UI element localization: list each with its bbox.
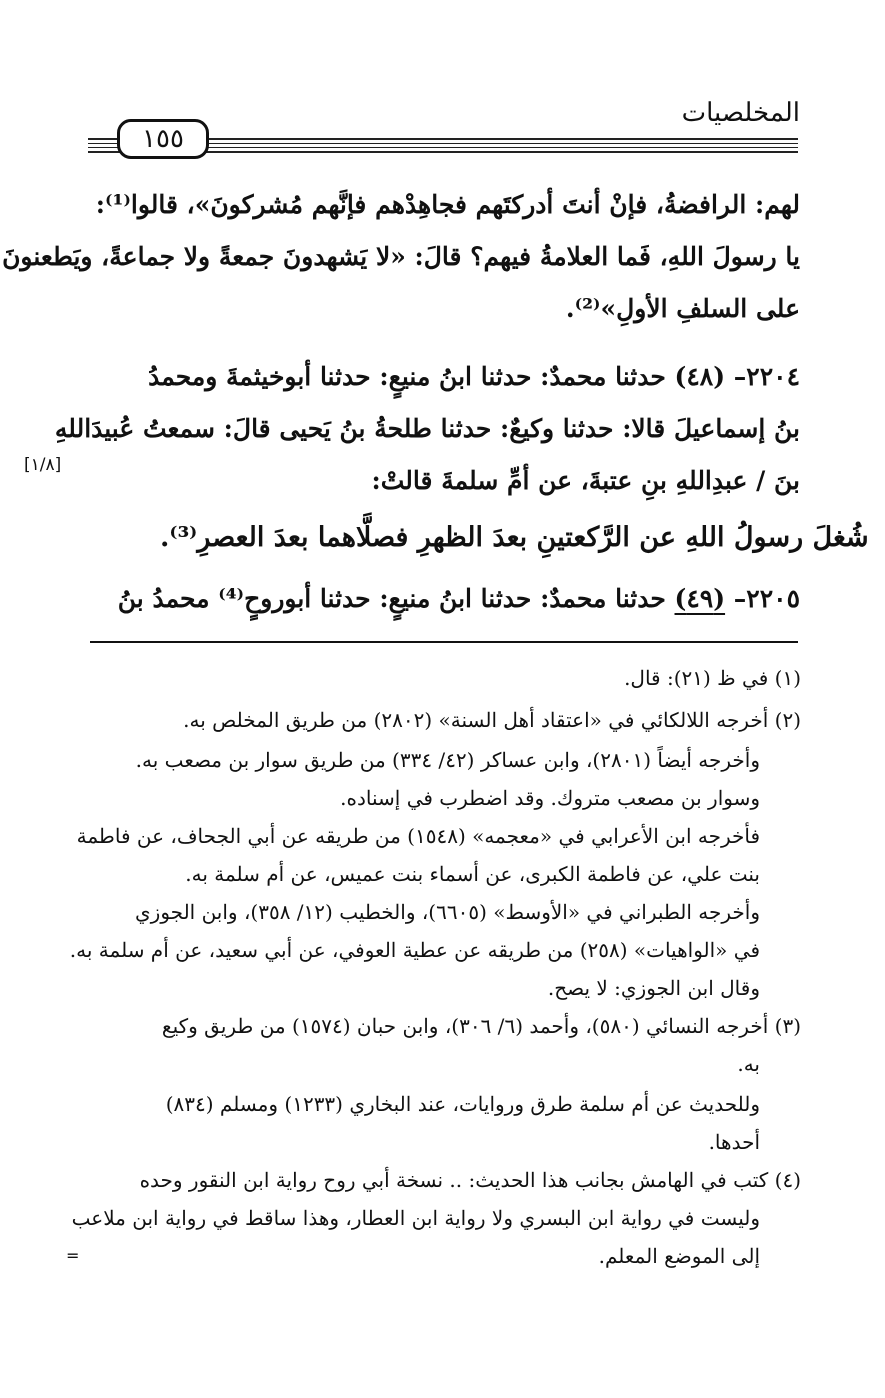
footnote-number: (٣)	[774, 1014, 801, 1038]
body-line-2: يا رسولَ اللهِ، فَما العلامةُ فيهم؟ قالَ: «لا يَشهدونَ جمعةً ولا جماعةً، ويَطعنونَ	[2, 242, 800, 271]
footnote-2-line-8: وقال ابن الجوزي: لا يصح.	[547, 976, 760, 1000]
body-line-3: على السلفِ الأولِ»⁽²⁾.	[565, 294, 800, 323]
footnote-2-line-5: بنت علي، عن فاطمة الكبرى، عن أسماء بنت عميس، عن أم سلمة به.	[185, 862, 760, 886]
margin-mark: =	[66, 1246, 80, 1265]
hadith-2205-rest: حدثنا محمدٌ: حدثنا ابنُ منيعٍ: حدثنا أبوروحٍ⁽⁴⁾ محمدُ بنُ	[117, 584, 675, 613]
footnote-2-line-2: وأخرجه أيضاً (٢٨٠١)، وابن عساكر (٤٢/ ٣٣٤) من طريق سوار بن مصعب به.	[135, 748, 760, 772]
hadith-2205-line-1	[118, 584, 800, 614]
footnote-number: (٤)	[774, 1168, 801, 1192]
footnote-3	[162, 1014, 801, 1038]
footnote-text: أخرجه النسائي (٥٨٠)، وأحمد (٦/ ٣٠٦)، وابن حبان (١٥٧٤) من طريق وكيع	[161, 1014, 769, 1038]
hadith-2204-matn: شُغلَ رسولُ اللهِ عن الرَّكعتينِ بعدَ الظهرِ فصلَّاهما بعدَ العصرِ⁽³⁾.	[160, 522, 869, 553]
footnote-2-line-4: فأخرجه ابن الأعرابي في «معجمه» (١٥٤٨) من طريقه عن أبي الجحاف، عن فاطمة	[76, 824, 760, 848]
footnote-separator	[90, 641, 798, 643]
footnote-4	[140, 1168, 801, 1192]
page-number: ١٥٥	[142, 124, 184, 154]
footnote-2-line-6: وأخرجه الطبراني في «الأوسط» (٦٦٠٥)، والخطيب (١٢/ ٣٥٨)، وابن الجوزي	[135, 900, 760, 924]
body-line-1: لهم: الرافضةُ، فإنْ أنتَ أدركتَهم فجاهِدْهم فإنَّهم مُشركونَ»، قالوا⁽¹⁾:	[95, 190, 800, 219]
footnote-2-line-3: وسوار بن مصعب متروك. وقد اضطرب في إسناده.	[340, 786, 760, 810]
footnote-3-line-2: به.	[737, 1052, 760, 1076]
footnote-4-line-3: إلى الموضع المعلم.	[598, 1244, 760, 1268]
footnote-number: (١)	[774, 666, 801, 690]
manuscript-folio-ref: [١/٨]	[24, 455, 62, 475]
footnote-3-line-3: وللحديث عن أم سلمة طرق وروايات، عند البخاري (١٢٣٣) ومسلم (٨٣٤)	[165, 1092, 760, 1116]
page-number-box	[117, 119, 209, 159]
footnote-2-line-7: في «الواهيات» (٢٥٨) من طريقه عن عطية العوفي، عن أبي سعيد، عن أم سلمة به.	[69, 938, 760, 962]
footnote-4-line-2: وليست في رواية ابن البسري ولا رواية ابن العطار، وهذا ساقط في رواية ابن ملاعب	[71, 1206, 760, 1230]
hadith-2204-line-1: ٢٢٠٤– (٤٨) حدثنا محمدٌ: حدثنا ابنُ منيعٍ: حدثنا أبوخيثمةَ ومحمدُ	[148, 362, 800, 391]
hadith-2205-number: (٤٩)	[674, 584, 726, 613]
footnote-1	[624, 666, 801, 690]
footnote-text: أخرجه اللالكائي في «اعتقاد أهل السنة» (٢٨٠٢) من طريق المخلص به.	[183, 708, 769, 732]
hadith-2204-line-3: بنَ / عبدِاللهِ بنِ عتبةَ، عن أمِّ سلمةَ قالتْ:	[371, 466, 800, 495]
footnote-2	[183, 708, 801, 732]
running-header-title: المخلصيات	[681, 98, 800, 128]
hadith-2205-prefix: ٢٢٠٥–	[725, 584, 800, 613]
footnote-text: في ظ (٢١): قال.	[624, 666, 769, 690]
footnote-3-line-4: أحدها.	[708, 1130, 760, 1154]
footnote-text: كتب في الهامش بجانب هذا الحديث: .. نسخة أبي روح رواية ابن النقور وحده	[139, 1168, 769, 1192]
hadith-2204-line-2: بنُ إسماعيلَ قالا: حدثنا وكيعٌ: حدثنا طلحةُ بنُ يَحيى قالَ: سمعتُ عُبيدَاللهِ	[54, 414, 800, 443]
footnote-number: (٢)	[774, 708, 801, 732]
